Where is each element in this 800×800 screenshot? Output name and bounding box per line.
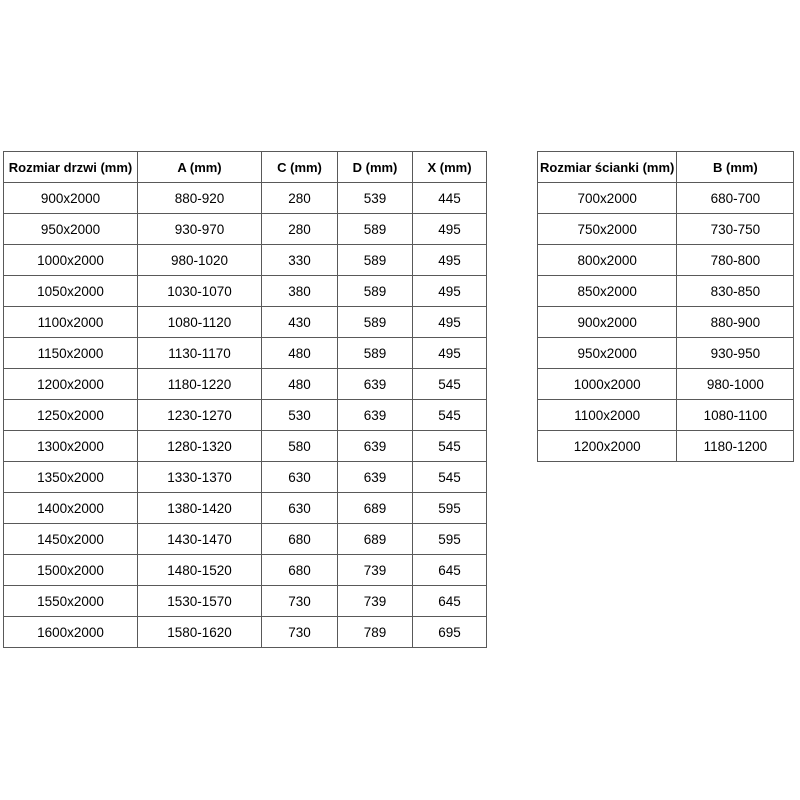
column-header: A (mm) xyxy=(138,152,262,183)
table-cell: 630 xyxy=(262,462,338,493)
table-cell: 1180-1200 xyxy=(677,431,794,462)
table-cell: 545 xyxy=(413,462,487,493)
table-cell: 980-1020 xyxy=(138,245,262,276)
table-cell: 1600x2000 xyxy=(4,617,138,648)
table-cell: 545 xyxy=(413,369,487,400)
table-cell: 480 xyxy=(262,338,338,369)
table-cell: 1100x2000 xyxy=(4,307,138,338)
table-cell: 730 xyxy=(262,586,338,617)
table-cell: 695 xyxy=(413,617,487,648)
table-cell: 495 xyxy=(413,276,487,307)
table-cell: 1550x2000 xyxy=(4,586,138,617)
table-cell: 680-700 xyxy=(677,183,794,214)
table-row xyxy=(4,524,487,555)
table-cell: 589 xyxy=(338,276,413,307)
table-row xyxy=(4,431,487,462)
table-cell: 330 xyxy=(262,245,338,276)
table-cell: 1500x2000 xyxy=(4,555,138,586)
table-cell: 280 xyxy=(262,183,338,214)
table-row xyxy=(4,586,487,617)
table-cell: 1230-1270 xyxy=(138,400,262,431)
table-cell: 495 xyxy=(413,245,487,276)
table-cell: 1080-1100 xyxy=(677,400,794,431)
table-row xyxy=(538,431,794,462)
table-row xyxy=(538,369,794,400)
table-cell: 789 xyxy=(338,617,413,648)
table-cell: 1000x2000 xyxy=(4,245,138,276)
table-cell: 689 xyxy=(338,493,413,524)
table-cell: 780-800 xyxy=(677,245,794,276)
table-cell: 830-850 xyxy=(677,276,794,307)
table-cell: 280 xyxy=(262,214,338,245)
table-row xyxy=(4,400,487,431)
table-cell: 1450x2000 xyxy=(4,524,138,555)
table-cell: 639 xyxy=(338,400,413,431)
table-cell: 539 xyxy=(338,183,413,214)
table-cell: 950x2000 xyxy=(538,338,677,369)
table-cell: 700x2000 xyxy=(538,183,677,214)
table-cell: 1530-1570 xyxy=(138,586,262,617)
table-cell: 1180-1220 xyxy=(138,369,262,400)
table-cell: 880-920 xyxy=(138,183,262,214)
table-row xyxy=(538,276,794,307)
table-cell: 630 xyxy=(262,493,338,524)
table-cell: 639 xyxy=(338,431,413,462)
table-cell: 595 xyxy=(413,493,487,524)
column-header: C (mm) xyxy=(262,152,338,183)
wall-panel-dimensions-table-container xyxy=(537,151,794,462)
table-row xyxy=(4,617,487,648)
table-cell: 1330-1370 xyxy=(138,462,262,493)
table-cell: 1130-1170 xyxy=(138,338,262,369)
table-cell: 545 xyxy=(413,400,487,431)
table-row xyxy=(538,307,794,338)
table-cell: 480 xyxy=(262,369,338,400)
table-cell: 595 xyxy=(413,524,487,555)
table-cell: 645 xyxy=(413,555,487,586)
table-cell: 739 xyxy=(338,555,413,586)
table-cell: 1100x2000 xyxy=(538,400,677,431)
table-cell: 680 xyxy=(262,524,338,555)
table-cell: 750x2000 xyxy=(538,214,677,245)
table-row xyxy=(4,214,487,245)
table-cell: 1580-1620 xyxy=(138,617,262,648)
table-cell: 495 xyxy=(413,338,487,369)
table-cell: 1480-1520 xyxy=(138,555,262,586)
table-cell: 1150x2000 xyxy=(4,338,138,369)
table-row xyxy=(538,245,794,276)
column-header: Rozmiar drzwi (mm) xyxy=(4,152,138,183)
table-row xyxy=(4,369,487,400)
table-cell: 1400x2000 xyxy=(4,493,138,524)
table-cell: 900x2000 xyxy=(538,307,677,338)
table-cell: 850x2000 xyxy=(538,276,677,307)
table-cell: 495 xyxy=(413,214,487,245)
table-cell: 730-750 xyxy=(677,214,794,245)
table-cell: 589 xyxy=(338,307,413,338)
table-row xyxy=(538,214,794,245)
table-row xyxy=(4,555,487,586)
table-cell: 589 xyxy=(338,338,413,369)
table-row xyxy=(4,307,487,338)
table-cell: 880-900 xyxy=(677,307,794,338)
table-cell: 445 xyxy=(413,183,487,214)
table-cell: 1080-1120 xyxy=(138,307,262,338)
table-cell: 1000x2000 xyxy=(538,369,677,400)
table-cell: 739 xyxy=(338,586,413,617)
table-cell: 1030-1070 xyxy=(138,276,262,307)
table-cell: 580 xyxy=(262,431,338,462)
column-header: D (mm) xyxy=(338,152,413,183)
table-cell: 639 xyxy=(338,369,413,400)
table-cell: 1200x2000 xyxy=(538,431,677,462)
table-cell: 545 xyxy=(413,431,487,462)
table-row xyxy=(4,245,487,276)
door-dimensions-table-container xyxy=(3,151,487,648)
table-cell: 689 xyxy=(338,524,413,555)
table-cell: 1350x2000 xyxy=(4,462,138,493)
table-cell: 930-970 xyxy=(138,214,262,245)
table-row xyxy=(4,183,487,214)
table-cell: 1200x2000 xyxy=(4,369,138,400)
table-cell: 1380-1420 xyxy=(138,493,262,524)
table-cell: 800x2000 xyxy=(538,245,677,276)
table-row xyxy=(4,276,487,307)
table-cell: 930-950 xyxy=(677,338,794,369)
table-cell: 589 xyxy=(338,214,413,245)
table-row xyxy=(538,183,794,214)
table-cell: 530 xyxy=(262,400,338,431)
table-cell: 900x2000 xyxy=(4,183,138,214)
table-cell: 1300x2000 xyxy=(4,431,138,462)
wall-panel-dimensions-table xyxy=(537,151,794,462)
table-cell: 1280-1320 xyxy=(138,431,262,462)
table-row xyxy=(538,400,794,431)
header-row xyxy=(538,152,794,183)
table-cell: 430 xyxy=(262,307,338,338)
table-cell: 950x2000 xyxy=(4,214,138,245)
table-cell: 589 xyxy=(338,245,413,276)
table-cell: 1050x2000 xyxy=(4,276,138,307)
table-row xyxy=(4,462,487,493)
column-header: B (mm) xyxy=(677,152,794,183)
table-cell: 730 xyxy=(262,617,338,648)
table-cell: 1250x2000 xyxy=(4,400,138,431)
column-header: Rozmiar ścianki (mm) xyxy=(538,152,677,183)
table-row xyxy=(4,338,487,369)
column-header: X (mm) xyxy=(413,152,487,183)
table-cell: 639 xyxy=(338,462,413,493)
door-dimensions-table xyxy=(3,151,487,648)
table-cell: 380 xyxy=(262,276,338,307)
table-cell: 980-1000 xyxy=(677,369,794,400)
header-row xyxy=(4,152,487,183)
table-cell: 495 xyxy=(413,307,487,338)
table-cell: 680 xyxy=(262,555,338,586)
table-cell: 1430-1470 xyxy=(138,524,262,555)
table-row xyxy=(4,493,487,524)
table-row xyxy=(538,338,794,369)
table-cell: 645 xyxy=(413,586,487,617)
